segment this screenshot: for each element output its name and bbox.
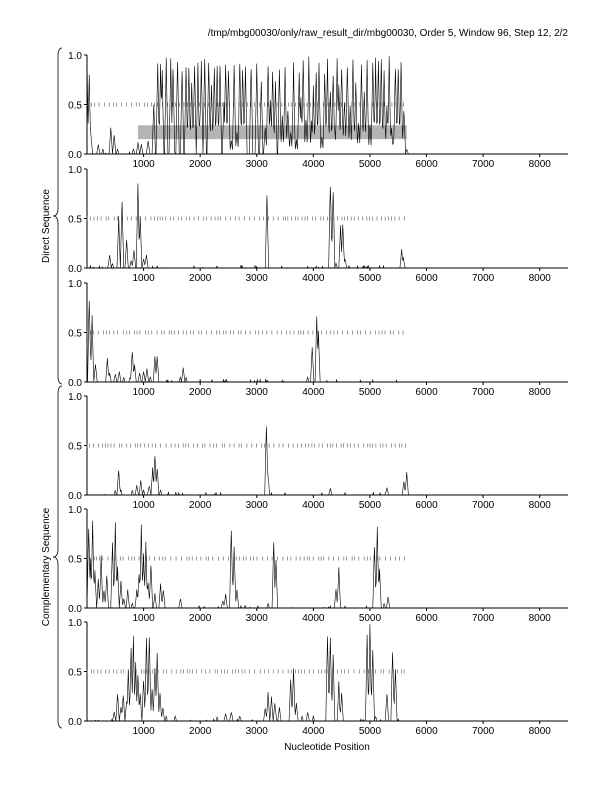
half-level-marks xyxy=(87,217,404,221)
x-tick-label: 8000 xyxy=(528,387,551,398)
y-tick-label: 0.5 xyxy=(68,554,82,566)
y-tick-label: 0.5 xyxy=(68,441,82,453)
x-tick-label: 8000 xyxy=(528,159,551,170)
x-tick-label: 5000 xyxy=(358,159,382,170)
x-tick-label: 4000 xyxy=(302,726,325,737)
highlight-bar xyxy=(138,125,407,139)
y-tick-label: 1.0 xyxy=(68,165,82,176)
panel-complementary-frame-2 xyxy=(68,505,568,624)
series-line xyxy=(87,301,568,382)
half-level-marks xyxy=(87,670,404,674)
x-tick-label: 3000 xyxy=(245,387,268,398)
y-tick-label: 0.0 xyxy=(68,491,82,502)
x-tick-label: 3000 xyxy=(245,273,268,284)
x-tick-label: 2000 xyxy=(189,273,212,284)
x-tick-label: 2000 xyxy=(189,500,212,511)
half-level-marks xyxy=(87,331,403,335)
panel-direct-frame-3 xyxy=(68,279,568,398)
complementary-group-brace xyxy=(53,386,62,728)
group-label-complementary: Complementary Sequence xyxy=(41,507,52,627)
x-tick-label: 6000 xyxy=(415,613,438,624)
x-tick-label: 6000 xyxy=(415,273,438,284)
panel-stack xyxy=(68,51,568,737)
y-tick-label: 0.0 xyxy=(68,604,82,615)
x-tick-label: 6000 xyxy=(415,726,438,737)
x-tick-label: 4000 xyxy=(302,613,325,624)
y-tick-label: 1.0 xyxy=(68,51,82,62)
x-tick-label: 3000 xyxy=(245,159,268,170)
series-line xyxy=(87,56,568,154)
x-tick-label: 1000 xyxy=(132,500,155,511)
series-line xyxy=(87,521,568,608)
x-tick-label: 6000 xyxy=(415,387,438,398)
y-tick-label: 0.0 xyxy=(68,378,82,389)
x-tick-label: 2000 xyxy=(189,613,212,624)
y-tick-label: 0.0 xyxy=(68,264,82,275)
x-tick-label: 8000 xyxy=(528,726,551,737)
y-tick-label: 0.0 xyxy=(68,717,82,728)
x-tick-label: 3000 xyxy=(245,613,268,624)
y-tick-label: 0.5 xyxy=(68,328,82,340)
x-tick-label: 2000 xyxy=(189,387,212,398)
y-tick-label: 0.0 xyxy=(68,150,82,161)
x-tick-label: 2000 xyxy=(189,726,212,737)
y-tick-label: 1.0 xyxy=(68,618,82,629)
y-tick-label: 1.0 xyxy=(68,392,82,403)
x-tick-label: 1000 xyxy=(132,159,155,170)
y-tick-label: 0.5 xyxy=(68,100,82,112)
y-tick-label: 0.5 xyxy=(68,667,82,679)
x-tick-label: 7000 xyxy=(471,613,495,624)
x-tick-label: 6000 xyxy=(415,159,438,170)
half-level-marks xyxy=(87,557,405,561)
x-tick-label: 1000 xyxy=(132,726,155,737)
panel-direct-frame-2 xyxy=(68,165,568,284)
panel-direct-frame-1 xyxy=(68,51,568,170)
x-tick-label: 8000 xyxy=(528,273,551,284)
x-tick-label: 8000 xyxy=(528,613,551,624)
x-tick-label: 7000 xyxy=(471,726,495,737)
x-tick-label: 6000 xyxy=(415,500,438,511)
x-tick-label: 4000 xyxy=(302,273,325,284)
x-tick-label: 1000 xyxy=(132,273,155,284)
half-level-marks xyxy=(87,444,406,448)
x-tick-label: 5000 xyxy=(358,500,382,511)
panel-complementary-frame-1 xyxy=(68,392,568,511)
x-tick-label: 5000 xyxy=(358,613,382,624)
x-tick-label: 5000 xyxy=(358,387,382,398)
group-label-direct: Direct Sequence xyxy=(41,189,52,263)
x-tick-label: 3000 xyxy=(245,500,268,511)
y-tick-label: 0.5 xyxy=(68,214,82,226)
series-line xyxy=(87,183,568,268)
x-tick-label: 7000 xyxy=(471,159,495,170)
page-title: /tmp/mbg00030/only/raw_result_dir/mbg00030, Order 5, Window 96, Step 12, 2/2 xyxy=(207,28,568,39)
y-tick-label: 1.0 xyxy=(68,279,82,290)
direct-group-brace xyxy=(53,48,62,384)
x-tick-label: 8000 xyxy=(528,500,551,511)
x-tick-label: 3000 xyxy=(245,726,268,737)
y-tick-label: 1.0 xyxy=(68,505,82,516)
x-tick-label: 5000 xyxy=(358,726,382,737)
x-tick-label: 1000 xyxy=(132,613,155,624)
series-line xyxy=(87,624,568,721)
x-tick-label: 2000 xyxy=(189,159,212,170)
x-tick-label: 4000 xyxy=(302,387,325,398)
x-axis-title: Nucleotide Position xyxy=(284,742,370,753)
x-tick-label: 7000 xyxy=(471,387,495,398)
series-line xyxy=(87,426,568,495)
x-tick-label: 4000 xyxy=(302,159,325,170)
x-tick-label: 7000 xyxy=(471,500,495,511)
x-tick-label: 7000 xyxy=(471,273,495,284)
x-tick-label: 4000 xyxy=(302,500,325,511)
panel-complementary-frame-3 xyxy=(68,618,568,737)
x-tick-label: 5000 xyxy=(358,273,382,284)
x-tick-label: 1000 xyxy=(132,387,155,398)
